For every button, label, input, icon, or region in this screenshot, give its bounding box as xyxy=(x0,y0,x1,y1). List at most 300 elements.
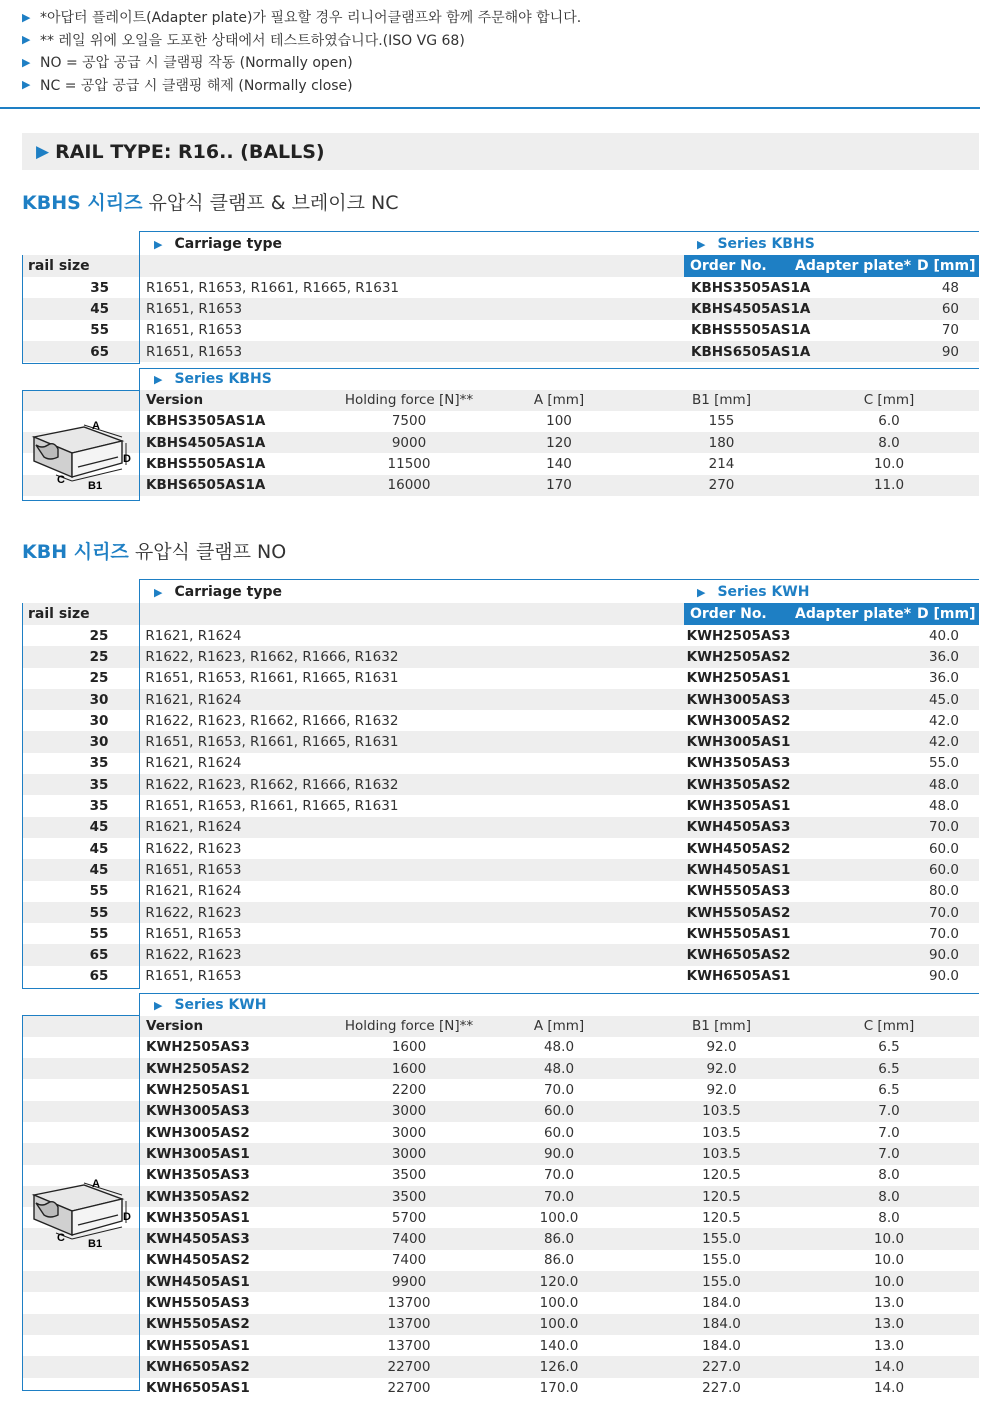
version-cell: KBHS3505AS1A xyxy=(146,413,266,430)
spec-row xyxy=(22,1228,979,1249)
spec-row xyxy=(22,1378,979,1399)
version-cell: KWH3505AS2 xyxy=(146,1188,250,1205)
carriage-cell: R1651, R1653, R1661, R1665, R1631 xyxy=(145,734,399,751)
version-cell: KWH5505AS2 xyxy=(146,1316,250,1333)
d-cell: 55.0 xyxy=(928,755,959,772)
arrow-right-icon: ▶ xyxy=(697,237,706,251)
holding-force-cell: 3500 xyxy=(391,1188,427,1205)
rail-type-title: RAIL TYPE: R16.. (BALLS) xyxy=(55,140,325,163)
c-header: C [mm] xyxy=(863,1018,915,1035)
b1-cell: 214 xyxy=(708,456,735,473)
note-item xyxy=(22,74,982,97)
version-cell: KBHS6505AS1A xyxy=(146,477,266,494)
divider xyxy=(139,231,140,364)
d-cell: 70 xyxy=(941,322,959,339)
arrow-right-icon: ▶ xyxy=(22,10,31,24)
b1-cell: 120.5 xyxy=(702,1167,741,1184)
carriage-cell: R1651, R1653 xyxy=(146,300,243,317)
c-cell: 14.0 xyxy=(873,1358,905,1375)
carriage-type-header: ▶ Carriage type xyxy=(154,583,282,600)
spec-series-header: ▶ Series KWH xyxy=(154,997,267,1013)
divider xyxy=(22,1015,140,1016)
a-cell: 90.0 xyxy=(543,1145,575,1162)
order-header xyxy=(684,255,979,277)
c-cell: 6.0 xyxy=(878,413,900,430)
rail-size-cell: 35 xyxy=(89,776,109,793)
holding-force-cell: 13700 xyxy=(387,1337,431,1354)
order-no-cell: KWH6505AS2 xyxy=(686,947,791,964)
c-cell: 8.0 xyxy=(878,1167,900,1184)
label-a: A xyxy=(92,1178,100,1190)
d-cell: 70.0 xyxy=(928,819,959,836)
holding-force-cell: 11500 xyxy=(387,456,431,473)
a-cell: 100.0 xyxy=(539,1316,579,1333)
label-d: D xyxy=(123,453,131,465)
carriage-cell: R1622, R1623 xyxy=(145,904,242,921)
divider xyxy=(139,993,140,1391)
table-row xyxy=(22,625,979,646)
divider xyxy=(22,603,23,989)
order-no-cell: KWH4505AS3 xyxy=(686,819,791,836)
arrow-right-icon: ▶ xyxy=(22,33,31,47)
rail-size-cell: 45 xyxy=(89,861,109,878)
table-row xyxy=(22,838,979,859)
rail-size-cell: 35 xyxy=(90,279,109,296)
divider xyxy=(0,107,980,109)
version-cell: KWH6505AS2 xyxy=(146,1358,250,1375)
d-cell: 60.0 xyxy=(928,861,959,878)
rail-size-cell: 25 xyxy=(89,670,109,687)
rail-size-cell: 45 xyxy=(89,840,109,857)
table-row xyxy=(22,341,979,362)
a-cell: 170 xyxy=(546,477,572,494)
holding-force-cell: 22700 xyxy=(387,1380,431,1397)
arrow-right-icon: ▶ xyxy=(154,585,163,599)
order-no-cell: KBHS3505AS1A xyxy=(691,279,811,296)
version-cell: KWH3005AS2 xyxy=(146,1124,250,1141)
b1-cell: 103.5 xyxy=(702,1145,741,1162)
spec-row xyxy=(22,1356,979,1377)
order-no-cell: KWH3505AS1 xyxy=(686,798,791,815)
note-item xyxy=(22,29,982,52)
a-cell: 140.0 xyxy=(539,1337,579,1354)
b1-cell: 227.0 xyxy=(702,1380,741,1397)
order-no-cell: KWH2505AS3 xyxy=(686,627,791,644)
a-cell: 100.0 xyxy=(539,1295,579,1311)
version-cell: KWH6505AS1 xyxy=(146,1380,250,1397)
spec-row xyxy=(22,453,979,474)
carriage-cell: R1651, R1653, R1661, R1665, R1631 xyxy=(146,279,400,296)
arrow-right-icon: ▶ xyxy=(22,55,31,69)
spec-row xyxy=(22,1122,979,1143)
table-row xyxy=(22,277,979,298)
holding-force-cell: 7400 xyxy=(391,1231,427,1248)
a-cell: 48.0 xyxy=(543,1060,575,1077)
rail-size-cell: 55 xyxy=(89,883,109,900)
c-cell: 13.0 xyxy=(873,1316,905,1333)
c-cell: 7.0 xyxy=(878,1103,900,1120)
carriage-cell: R1651, R1653 xyxy=(145,861,242,878)
divider xyxy=(22,500,140,501)
note-text: *아답터 플레이트(Adapter plate)가 필요할 경우 리니어클램프와 함께 주문해야 합니다. xyxy=(40,10,582,27)
order-no-cell: KWH2505AS1 xyxy=(686,670,791,687)
rail-size-cell: 55 xyxy=(90,322,109,339)
rail-size-cell: 25 xyxy=(89,648,109,665)
series-header: ▶ Series KWH xyxy=(697,583,810,600)
carriage-cell: R1651, R1653 xyxy=(145,925,242,942)
b1-cell: 180 xyxy=(708,434,735,451)
c-cell: 6.5 xyxy=(878,1082,900,1099)
carriage-cell: R1622, R1623, R1662, R1666, R1632 xyxy=(145,712,399,729)
a-cell: 170.0 xyxy=(539,1380,579,1397)
holding-force-cell: 3500 xyxy=(391,1167,427,1184)
divider xyxy=(22,1015,23,1391)
a-cell: 60.0 xyxy=(543,1103,575,1120)
rail-size-cell: 65 xyxy=(89,947,109,964)
d-cell: 90.0 xyxy=(928,947,959,964)
rail-size-cell: 45 xyxy=(90,300,109,317)
c-cell: 10.0 xyxy=(873,456,905,473)
holding-force-cell: 3000 xyxy=(391,1124,427,1141)
carriage-cell: R1621, R1624 xyxy=(145,819,242,836)
a-cell: 60.0 xyxy=(543,1124,575,1141)
b1-cell: 155.0 xyxy=(702,1273,741,1290)
carriage-cell: R1622, R1623 xyxy=(145,840,242,857)
version-cell: KWH4505AS2 xyxy=(146,1252,250,1269)
clamp-drawing xyxy=(26,415,136,495)
adapter-plate-header: Adapter plate* xyxy=(795,606,912,622)
b1-cell: 155.0 xyxy=(702,1231,741,1248)
note-text: NC = 공압 공급 시 클램핑 해제 (Normally close) xyxy=(40,77,353,94)
carriage-cell: R1622, R1623, R1662, R1666, R1632 xyxy=(145,776,399,793)
a-cell: 70.0 xyxy=(543,1167,575,1184)
d-cell: 42.0 xyxy=(928,734,959,751)
holding-force-cell: 3000 xyxy=(391,1103,427,1120)
b1-cell: 270 xyxy=(708,477,735,494)
b1-cell: 92.0 xyxy=(706,1039,737,1056)
b1-cell: 155.0 xyxy=(702,1252,741,1269)
table-row xyxy=(22,774,979,795)
version-cell: KWH3005AS1 xyxy=(146,1145,250,1162)
spec-row xyxy=(22,411,979,432)
order-no-cell: KWH5505AS3 xyxy=(686,883,791,900)
order-no-cell: KWH3005AS1 xyxy=(686,734,791,751)
order-no-cell: KWH3005AS3 xyxy=(686,691,791,708)
holding-force-cell: 1600 xyxy=(391,1060,427,1077)
c-header: C [mm] xyxy=(863,392,915,409)
table-row xyxy=(22,710,979,731)
version-cell: KWH3005AS3 xyxy=(146,1103,250,1120)
holding-force-cell: 22700 xyxy=(387,1358,431,1375)
version-cell: KBHS5505AS1A xyxy=(146,456,266,473)
notes-list xyxy=(22,6,982,96)
version-cell: KWH3505AS1 xyxy=(146,1209,250,1226)
series-name: KBHS 시리즈 xyxy=(22,192,143,214)
table-row xyxy=(22,731,979,752)
kbhs-order-table xyxy=(22,232,979,362)
table-row xyxy=(22,966,979,987)
table-row xyxy=(22,902,979,923)
holding-force-cell: 9000 xyxy=(391,434,427,451)
order-no-cell: KWH5505AS1 xyxy=(686,925,791,942)
arrow-right-icon: ▶ xyxy=(154,373,163,386)
carriage-cell: R1651, R1653 xyxy=(146,343,243,360)
b1-cell: 92.0 xyxy=(706,1060,737,1077)
rail-size-cell: 65 xyxy=(89,968,109,985)
c-cell: 8.0 xyxy=(878,1188,900,1205)
label-a: A xyxy=(92,420,100,432)
spec-row xyxy=(22,1314,979,1335)
spec-header-row xyxy=(22,390,979,411)
carriage-cell: R1622, R1623, R1662, R1666, R1632 xyxy=(145,648,399,665)
a-cell: 100.0 xyxy=(539,1209,579,1226)
b1-cell: 103.5 xyxy=(702,1124,741,1141)
arrow-right-icon: ▶ xyxy=(697,585,706,599)
order-no-cell: KWH3505AS2 xyxy=(686,776,791,793)
holding-force-header: Holding force [N]** xyxy=(344,392,474,409)
order-no-cell: KWH4505AS2 xyxy=(686,840,791,857)
divider xyxy=(139,368,140,501)
a-cell: 70.0 xyxy=(543,1188,575,1205)
note-item xyxy=(22,6,982,29)
version-cell: KWH2505AS3 xyxy=(146,1039,250,1056)
spec-row xyxy=(22,1207,979,1228)
divider xyxy=(139,579,979,580)
divider xyxy=(139,231,979,232)
b1-cell: 120.5 xyxy=(702,1209,741,1226)
holding-force-cell: 16000 xyxy=(387,477,431,494)
spec-series-header: ▶ Series KBHS xyxy=(154,371,272,387)
a-cell: 86.0 xyxy=(543,1231,575,1248)
version-cell: KWH3505AS3 xyxy=(146,1167,250,1184)
c-cell: 10.0 xyxy=(873,1252,905,1269)
holding-force-cell: 7500 xyxy=(391,413,427,430)
note-text: NO = 공압 공급 시 클램핑 작동 (Normally open) xyxy=(40,55,353,72)
version-cell: KWH4505AS3 xyxy=(146,1231,250,1248)
order-no-cell: KBHS5505AS1A xyxy=(691,322,811,339)
b1-cell: 227.0 xyxy=(702,1358,741,1375)
version-cell: KWH5505AS1 xyxy=(146,1337,250,1354)
arrow-right-icon: ▶ xyxy=(154,999,163,1012)
b1-header: B1 [mm] xyxy=(692,392,751,409)
c-cell: 11.0 xyxy=(873,477,905,494)
version-header: Version xyxy=(146,1018,204,1035)
d-cell: 48.0 xyxy=(928,798,959,815)
divider xyxy=(22,390,23,501)
holding-force-cell: 13700 xyxy=(387,1316,431,1333)
table-row xyxy=(22,646,979,667)
spec-row xyxy=(22,1101,979,1122)
rail-size-cell: 35 xyxy=(89,798,109,815)
order-no-cell: KBHS6505AS1A xyxy=(691,343,811,360)
spec-row xyxy=(22,1165,979,1186)
carriage-type-header: ▶ Carriage type xyxy=(154,235,282,252)
kbh-spec-table xyxy=(22,994,979,1399)
arrow-right-icon: ▶ xyxy=(154,237,163,251)
a-cell: 126.0 xyxy=(539,1358,579,1375)
table-row xyxy=(22,668,979,689)
spec-row xyxy=(22,1079,979,1100)
version-header: Version xyxy=(146,392,204,409)
clamp-drawing xyxy=(26,1173,136,1253)
holding-force-cell: 1600 xyxy=(391,1039,427,1056)
order-header xyxy=(684,603,979,625)
kbh-order-table xyxy=(22,580,979,987)
spec-row xyxy=(22,432,979,453)
d-cell: 36.0 xyxy=(928,670,959,687)
rail-size-cell: 45 xyxy=(89,819,109,836)
table-row xyxy=(22,923,979,944)
b1-cell: 184.0 xyxy=(702,1316,741,1333)
rail-size-cell: 25 xyxy=(89,627,109,644)
b1-cell: 155 xyxy=(708,413,735,430)
spec-row xyxy=(22,1271,979,1292)
order-no-cell: KWH3005AS2 xyxy=(686,712,791,729)
label-c: C xyxy=(57,474,65,486)
c-cell: 10.0 xyxy=(873,1231,905,1248)
spec-row xyxy=(22,1335,979,1356)
rail-size-cell: 30 xyxy=(89,734,109,751)
table-row xyxy=(22,944,979,965)
series-header: ▶ Series KBHS xyxy=(697,235,815,252)
table-row xyxy=(22,817,979,838)
table-header xyxy=(22,232,979,255)
spec-row xyxy=(22,1058,979,1079)
note-item xyxy=(22,51,982,74)
kbh-section-title xyxy=(22,537,286,564)
kbhs-section-title xyxy=(22,188,399,215)
table-row xyxy=(22,795,979,816)
carriage-cell: R1651, R1653 xyxy=(146,322,243,339)
rail-size-cell: 30 xyxy=(89,691,109,708)
c-cell: 10.0 xyxy=(873,1273,905,1290)
spec-row xyxy=(22,1250,979,1271)
spec-row xyxy=(22,1143,979,1164)
table-subheader xyxy=(22,255,979,277)
holding-force-cell: 5700 xyxy=(391,1209,427,1226)
a-header: A [mm] xyxy=(533,392,585,409)
a-cell: 120 xyxy=(546,434,572,451)
b1-cell: 92.0 xyxy=(706,1082,737,1099)
a-cell: 70.0 xyxy=(543,1082,575,1099)
holding-force-cell: 3000 xyxy=(391,1145,427,1162)
c-cell: 7.0 xyxy=(878,1145,900,1162)
order-no-cell: KWH2505AS2 xyxy=(686,648,791,665)
c-cell: 8.0 xyxy=(878,1209,900,1226)
version-cell: KWH4505AS1 xyxy=(146,1273,250,1290)
table-row xyxy=(22,881,979,902)
rail-size-cell: 65 xyxy=(90,343,109,360)
version-cell: KWH2505AS2 xyxy=(146,1060,250,1077)
note-text: ** 레일 위에 오일을 도포한 상태에서 테스트하였습니다.(ISO VG 68) xyxy=(40,32,465,49)
b1-cell: 120.5 xyxy=(702,1188,741,1205)
rail-size-cell: 35 xyxy=(89,755,109,772)
d-cell: 40.0 xyxy=(928,627,959,644)
version-cell: KWH5505AS3 xyxy=(146,1295,250,1311)
order-no-header: Order No. xyxy=(690,606,767,622)
divider xyxy=(22,363,140,364)
label-b1: B1 xyxy=(88,480,103,492)
order-no-cell: KWH4505AS1 xyxy=(686,861,791,878)
rail-size-cell: 55 xyxy=(89,904,109,921)
spec-row xyxy=(22,1292,979,1313)
table-row xyxy=(22,753,979,774)
arrow-right-icon: ▶ xyxy=(22,78,31,92)
holding-force-header: Holding force [N]** xyxy=(344,1018,474,1035)
holding-force-cell: 7400 xyxy=(391,1252,427,1269)
c-cell: 7.0 xyxy=(878,1124,900,1141)
table-subheader xyxy=(22,603,979,625)
d-mm-header: D [mm] xyxy=(917,258,976,274)
d-cell: 90 xyxy=(941,343,959,360)
holding-force-cell: 13700 xyxy=(387,1295,431,1311)
divider xyxy=(22,390,140,391)
spec-row xyxy=(22,1037,979,1058)
spec-row xyxy=(22,475,979,496)
c-cell: 13.0 xyxy=(873,1295,905,1311)
order-no-cell: KBHS4505AS1A xyxy=(691,300,811,317)
d-cell: 90.0 xyxy=(928,968,959,985)
holding-force-cell: 2200 xyxy=(391,1082,427,1099)
b1-cell: 103.5 xyxy=(702,1103,741,1120)
order-no-cell: KWH6505AS1 xyxy=(686,968,791,985)
order-no-header: Order No. xyxy=(690,258,767,274)
divider xyxy=(139,579,140,989)
d-cell: 36.0 xyxy=(928,648,959,665)
rail-size-cell: 30 xyxy=(89,712,109,729)
c-cell: 8.0 xyxy=(878,434,900,451)
c-cell: 14.0 xyxy=(873,1380,905,1397)
a-cell: 48.0 xyxy=(543,1039,575,1056)
table-row xyxy=(22,320,979,341)
version-cell: KWH2505AS1 xyxy=(146,1082,250,1099)
rail-size-header: rail size xyxy=(28,606,90,622)
divider xyxy=(22,255,23,364)
b1-cell: 184.0 xyxy=(702,1295,741,1311)
d-cell: 48 xyxy=(941,279,959,296)
holding-force-cell: 9900 xyxy=(391,1273,427,1290)
c-cell: 6.5 xyxy=(878,1039,900,1056)
d-cell: 70.0 xyxy=(928,925,959,942)
table-row xyxy=(22,859,979,880)
divider xyxy=(22,1390,140,1391)
table-row xyxy=(22,298,979,319)
order-no-cell: KWH3505AS3 xyxy=(686,755,791,772)
label-b1: B1 xyxy=(88,1238,103,1250)
b1-cell: 184.0 xyxy=(702,1337,741,1354)
carriage-cell: R1621, R1624 xyxy=(145,755,242,772)
label-c: C xyxy=(57,1232,65,1244)
spec-row xyxy=(22,1186,979,1207)
rail-type-banner xyxy=(22,133,979,170)
carriage-cell: R1622, R1623 xyxy=(145,947,242,964)
d-cell: 60.0 xyxy=(928,840,959,857)
series-name: KBH 시리즈 xyxy=(22,541,129,563)
a-cell: 86.0 xyxy=(543,1252,575,1269)
arrow-right-icon: ▶ xyxy=(36,141,50,162)
a-cell: 100 xyxy=(546,413,572,430)
divider xyxy=(139,993,979,994)
carriage-cell: R1621, R1624 xyxy=(145,627,242,644)
kbhs-spec-table xyxy=(22,368,979,496)
a-header: A [mm] xyxy=(533,1018,585,1035)
section-subtitle: 유압식 클램프 NO xyxy=(128,541,287,563)
d-mm-header: D [mm] xyxy=(917,606,976,622)
rail-size-header: rail size xyxy=(28,258,90,274)
rail-size-cell: 55 xyxy=(89,925,109,942)
d-cell: 42.0 xyxy=(928,712,959,729)
table-row xyxy=(22,689,979,710)
